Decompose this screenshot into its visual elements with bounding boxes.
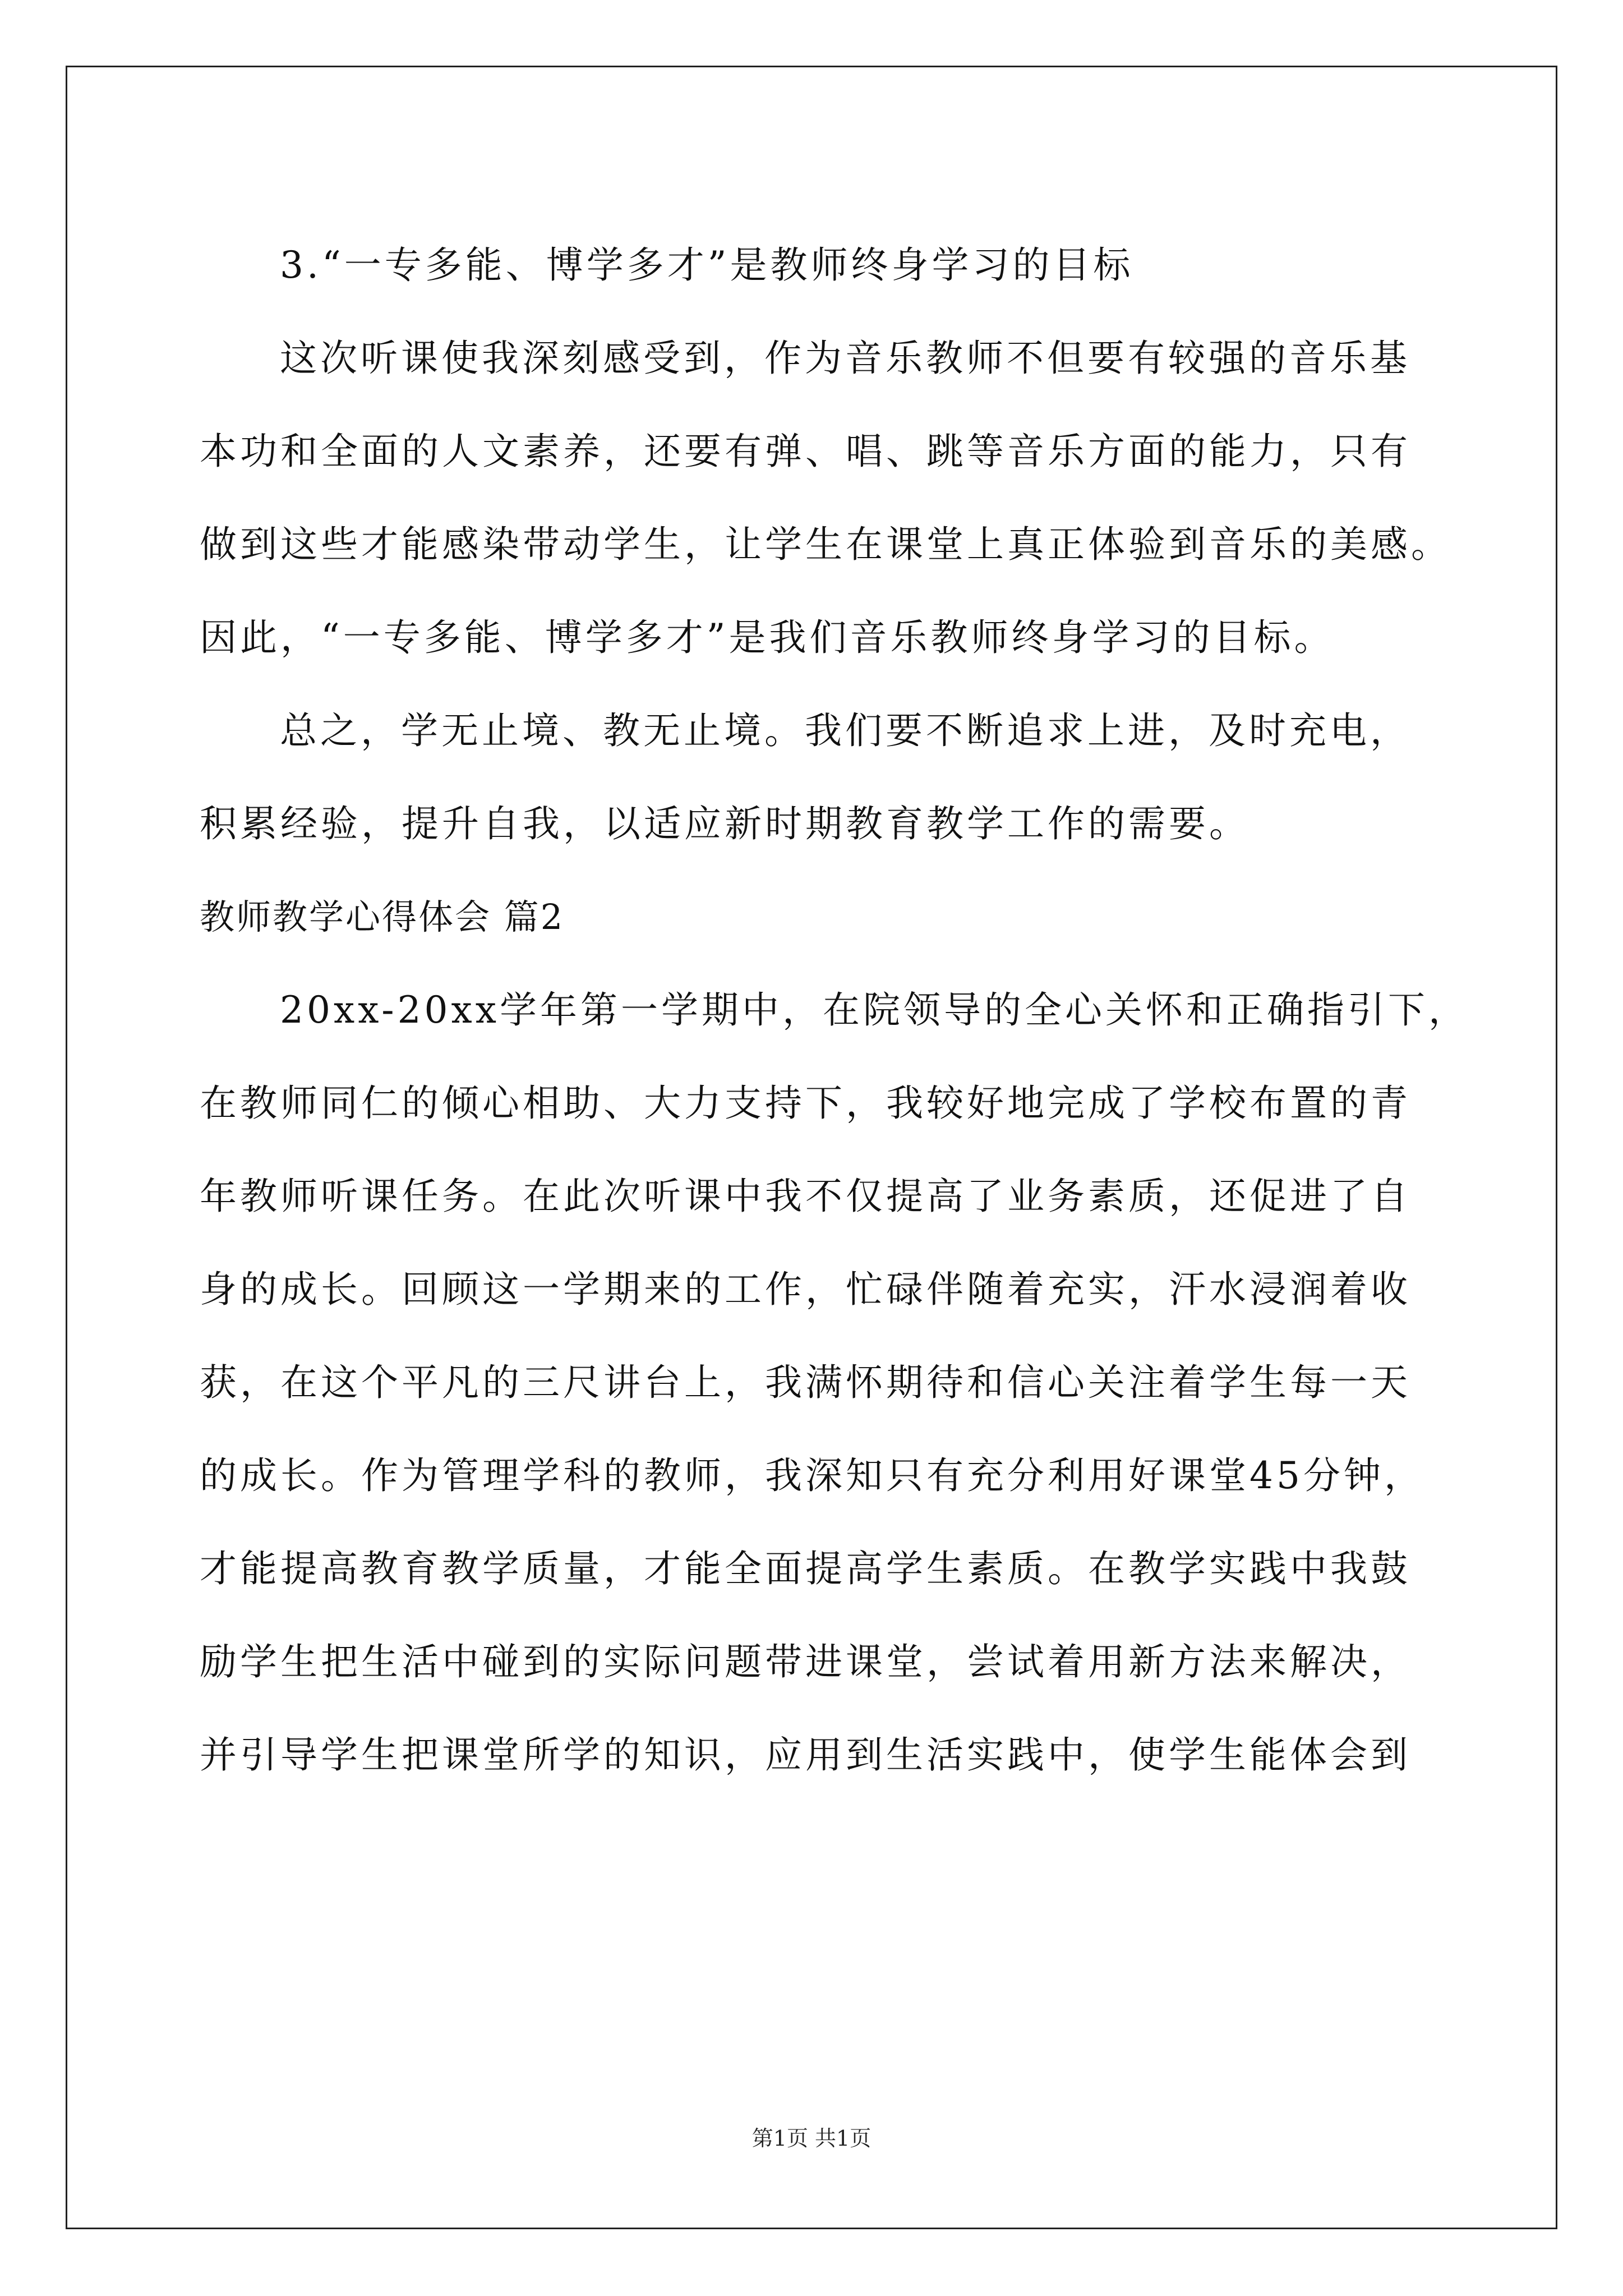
text-line: 在教师同仁的倾心相助、大力支持下，我较好地完成了学校布置的青 (200, 1082, 1411, 1125)
text-line: 3.“一专多能、博学多才”是教师终身学习的目标 (280, 243, 1134, 287)
document-body (200, 219, 1469, 1802)
text-line: 总之，学无止境、教无止境。我们要不断追求上进，及时充电， (280, 709, 1410, 752)
page-footer: 第1页 共1页 (751, 2126, 872, 2151)
text-line: 年教师听课任务。在此次听课中我不仅提高了业务素质，还促进了自 (200, 1175, 1411, 1218)
text-line: 才能提高教育教学质量，才能全面提高学生素质。在教学实践中我鼓 (200, 1547, 1411, 1590)
text-line: 本功和全面的人文素养，还要有弹、唱、跳等音乐方面的能力，只有 (200, 430, 1411, 473)
text-line: 做到这些才能感染带动学生，让学生在课堂上真正体验到音乐的美感。 (200, 523, 1451, 566)
text-line: 励学生把生活中碰到的实际问题带进课堂，尝试着用新方法来解决， (200, 1640, 1411, 1683)
text-line: 积累经验，提升自我，以适应新时期教育教学工作的需要。 (200, 802, 1249, 845)
text-line: 并引导学生把课堂所学的知识，应用到生活实践中，使学生能体会到 (200, 1733, 1411, 1777)
text-line: 这次听课使我深刻感受到，作为音乐教师不但要有较强的音乐基 (280, 337, 1410, 380)
text-line: 因此，“一专多能、博学多才”是我们音乐教师终身学习的目标。 (200, 616, 1335, 659)
text-line: 获，在这个平凡的三尺讲台上，我满怀期待和信心关注着学生每一天 (200, 1361, 1411, 1404)
text-line: 身的成长。回顾这一学期来的工作，忙碌伴随着充实，汗水浸润着收 (200, 1268, 1411, 1311)
text-line: 的成长。作为管理学科的教师，我深知只有充分利用好课堂45分钟， (200, 1454, 1424, 1497)
section-heading: 教师教学心得体会 篇2 (200, 896, 565, 937)
text-line: 20xx-20xx学年第一学期中，在院领导的全心关怀和正确指引下， (280, 988, 1469, 1032)
